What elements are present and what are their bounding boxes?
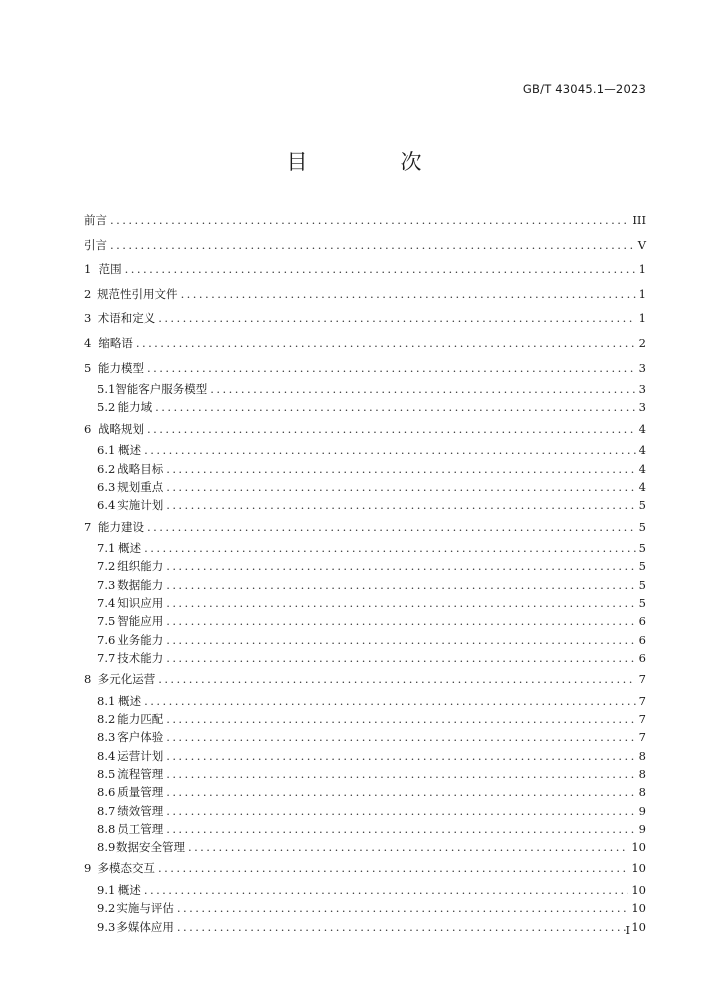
toc-entry[interactable]	[84, 515, 646, 540]
standard-code: GB/T 43045.1—2023	[522, 82, 646, 96]
toc-entry-label: 智能应用	[117, 614, 164, 629]
toc-entry-number: 7.1	[97, 541, 116, 556]
toc-leader-dots	[147, 515, 636, 540]
toc-entry-page: V	[637, 237, 646, 252]
toc-leader-dots	[166, 612, 635, 630]
toc-entry-label: 组织能力	[117, 559, 164, 574]
toc-entry-number: 7.7	[97, 650, 116, 665]
toc-leader-dots	[144, 881, 629, 899]
toc-entry[interactable]	[84, 282, 646, 307]
toc-entry-label: 能力匹配	[117, 712, 164, 727]
toc-entry-label: 数据安全管理	[115, 840, 185, 855]
toc-entry-label: 质量管理	[117, 785, 164, 800]
toc-leader-dots	[110, 233, 635, 258]
toc-entry-page: 8	[638, 766, 646, 781]
toc-entry[interactable]	[84, 594, 646, 612]
toc-entry-number: 8	[84, 672, 92, 687]
toc-entry-page: 10	[631, 919, 646, 934]
toc-entry-page: 5	[638, 596, 646, 611]
toc-entry-label: 技术能力	[117, 650, 164, 665]
toc-leader-dots	[188, 838, 628, 856]
toc-entry-label: 规范性引用文件	[97, 286, 178, 301]
toc-entry-number: 8.4	[97, 748, 116, 763]
toc-entry-number: 5.2	[97, 400, 116, 415]
toc-entry[interactable]	[84, 765, 646, 783]
toc-entry-page: 9	[638, 803, 646, 818]
toc-entry[interactable]	[84, 838, 646, 856]
toc-entry-page: 4	[638, 421, 646, 436]
toc-entry-number: 5.1	[97, 382, 116, 397]
toc-entry-label: 概述	[117, 883, 141, 898]
toc-entry-page: 7	[638, 672, 646, 687]
toc-entry[interactable]	[84, 856, 646, 881]
toc-entry-page: 5	[638, 541, 646, 556]
toc-leader-dots	[166, 460, 635, 478]
toc-entry-page: 3	[638, 382, 646, 397]
toc-entry-number: 9.1	[97, 883, 116, 898]
toc-entry-page: 6	[638, 614, 646, 629]
toc-leader-dots	[144, 539, 636, 557]
toc-entry[interactable]	[84, 460, 646, 478]
toc-entry[interactable]	[84, 649, 646, 667]
toc-entry-page: 10	[631, 883, 646, 898]
toc-leader-dots	[166, 747, 635, 765]
toc-entry-page: 3	[638, 360, 646, 375]
toc-entry-number: 1	[84, 262, 92, 277]
toc-entry-page: 10	[631, 901, 646, 916]
toc-leader-dots	[166, 710, 635, 728]
toc-entry[interactable]	[84, 233, 646, 258]
toc-entry-number: 8.8	[97, 821, 116, 836]
toc-entry-number: 3	[84, 311, 92, 326]
toc-leader-dots	[144, 441, 636, 459]
toc-entry-page: III	[632, 213, 646, 227]
toc-leader-dots	[125, 257, 636, 282]
toc-entry-number: 9.3	[97, 919, 116, 934]
toc-entry-number: 8.9	[97, 840, 116, 855]
toc-entry-page: 1	[638, 262, 646, 277]
toc-leader-dots	[155, 398, 636, 416]
toc-entry[interactable]	[84, 356, 646, 381]
toc-entry-page: 5	[638, 519, 646, 534]
toc-leader-dots	[147, 417, 636, 442]
toc-entry-label: 绩效管理	[117, 803, 164, 818]
toc-entry-number: 8.3	[97, 730, 116, 745]
toc-entry[interactable]	[84, 881, 646, 899]
toc-entry[interactable]	[84, 747, 646, 765]
toc-entry[interactable]	[84, 441, 646, 459]
toc-leader-dots	[177, 918, 628, 936]
toc-entry-number: 7	[84, 519, 92, 534]
toc-leader-dots	[166, 576, 635, 594]
toc-entry-label: 能力建设	[98, 519, 145, 534]
toc-entry[interactable]	[84, 306, 646, 331]
toc-leader-dots	[147, 356, 636, 381]
toc-entry-page: 8	[638, 748, 646, 763]
toc-entry[interactable]	[84, 783, 646, 801]
table-of-contents	[84, 208, 646, 936]
toc-entry-number: 9	[84, 861, 92, 876]
toc-entry-page: 7	[638, 712, 646, 727]
toc-leader-dots	[166, 594, 635, 612]
toc-entry-label: 范围	[98, 262, 122, 277]
toc-entry-number: 6.2	[97, 461, 116, 476]
toc-entry-label: 能力模型	[98, 360, 145, 375]
toc-leader-dots	[158, 306, 635, 331]
toc-entry-number: 5	[84, 360, 92, 375]
toc-entry-page: 9	[638, 821, 646, 836]
toc-entry-number: 8.7	[97, 803, 116, 818]
toc-entry[interactable]	[84, 208, 646, 233]
toc-leader-dots	[166, 649, 635, 667]
toc-entry-label: 多元化运营	[97, 672, 156, 687]
toc-entry-number: 4	[84, 335, 92, 350]
toc-entry-label: 运营计划	[117, 748, 164, 763]
toc-entry-label: 实施计划	[117, 498, 164, 513]
toc-leader-dots	[177, 899, 628, 917]
toc-entry-label: 实施与评估	[116, 901, 174, 916]
toc-entry-number: 6.1	[97, 443, 116, 458]
toc-entry-label: 概述	[118, 541, 142, 556]
toc-entry-label: 客户体验	[117, 730, 164, 745]
toc-entry-number: 8.5	[97, 766, 116, 781]
toc-leader-dots	[158, 856, 628, 881]
toc-entry[interactable]	[84, 667, 646, 692]
toc-entry-label: 数据能力	[117, 577, 164, 592]
toc-entry-number: 6	[84, 421, 92, 436]
toc-entry-label: 业务能力	[117, 632, 164, 647]
toc-entry-label: 概述	[118, 443, 142, 458]
toc-entry-label: 多媒体应用	[116, 919, 174, 934]
toc-entry-label: 缩略语	[98, 335, 133, 350]
toc-entry[interactable]	[84, 899, 646, 917]
toc-entry-label: 流程管理	[117, 766, 164, 781]
toc-leader-dots	[166, 631, 635, 649]
toc-entry-page: 1	[638, 286, 646, 301]
toc-entry-number: 7.4	[97, 596, 116, 611]
toc-entry[interactable]	[84, 631, 646, 649]
toc-leader-dots	[136, 331, 636, 356]
toc-leader-dots	[158, 667, 635, 692]
toc-entry-page: 4	[638, 461, 646, 476]
toc-entry[interactable]	[84, 257, 646, 282]
page-title: 目 次	[286, 150, 458, 174]
toc-entry[interactable]	[84, 557, 646, 575]
toc-entry-label: 知识应用	[117, 596, 164, 611]
toc-entry[interactable]	[84, 398, 646, 416]
toc-leader-dots	[181, 282, 636, 307]
toc-leader-dots	[166, 802, 635, 820]
toc-entry-label: 员工管理	[117, 821, 164, 836]
toc-entry[interactable]	[84, 918, 646, 936]
toc-entry-number: 2	[84, 286, 92, 301]
toc-entry-page: 5	[638, 577, 646, 592]
toc-entry-number: 6.3	[97, 479, 116, 494]
toc-entry-label: 战略规划	[98, 421, 145, 436]
toc-entry-label: 多模态交互	[97, 861, 155, 876]
toc-entry-page: 8	[638, 785, 646, 800]
toc-entry-page: 2	[638, 335, 646, 350]
toc-entry-label: 引言	[84, 237, 107, 252]
toc-entry-label: 规划重点	[117, 479, 164, 494]
toc-entry[interactable]	[84, 802, 646, 820]
toc-entry-number: 8.2	[97, 712, 116, 727]
toc-entry[interactable]	[84, 331, 646, 356]
toc-entry[interactable]	[84, 692, 646, 710]
toc-entry[interactable]	[84, 728, 646, 746]
toc-entry-number: 7.6	[97, 632, 116, 647]
toc-entry-label: 前言	[84, 213, 107, 227]
toc-leader-dots	[166, 728, 635, 746]
toc-entry[interactable]	[84, 576, 646, 594]
toc-entry-label: 概述	[118, 693, 142, 708]
toc-entry-number: 8.6	[97, 785, 116, 800]
toc-entry-page: 6	[638, 632, 646, 647]
toc-entry-label: 智能客户服务模型	[115, 382, 208, 397]
toc-entry-label: 战略目标	[117, 461, 164, 476]
toc-entry-page: 4	[638, 443, 646, 458]
toc-entry[interactable]	[84, 496, 646, 514]
toc-entry-page: 5	[638, 559, 646, 574]
toc-leader-dots	[166, 783, 635, 801]
toc-entry[interactable]	[84, 539, 646, 557]
toc-entry-page: 6	[638, 650, 646, 665]
toc-leader-dots	[110, 208, 629, 233]
toc-leader-dots	[144, 692, 636, 710]
toc-entry-page: 10	[631, 861, 646, 876]
toc-entry-page: 10	[631, 840, 646, 855]
toc-entry[interactable]	[84, 820, 646, 838]
toc-leader-dots	[166, 557, 635, 575]
toc-entry-label: 术语和定义	[97, 311, 156, 326]
toc-leader-dots	[166, 765, 635, 783]
toc-leader-dots	[166, 820, 635, 838]
toc-entry-page: 7	[638, 730, 646, 745]
toc-entry-number: 8.1	[97, 693, 116, 708]
toc-entry-page: 7	[638, 693, 646, 708]
toc-entry[interactable]	[84, 380, 646, 398]
toc-entry[interactable]	[84, 417, 646, 442]
toc-entry-page: 4	[638, 479, 646, 494]
toc-leader-dots	[166, 496, 635, 514]
page-number: I	[625, 923, 630, 937]
toc-entry-number: 9.2	[97, 901, 116, 916]
toc-entry[interactable]	[84, 478, 646, 496]
toc-entry-page: 5	[638, 498, 646, 513]
toc-entry-number: 6.4	[97, 498, 116, 513]
toc-entry-number: 7.3	[97, 577, 116, 592]
toc-entry-page: 3	[638, 400, 646, 415]
toc-entry-number: 7.5	[97, 614, 116, 629]
toc-leader-dots	[166, 478, 635, 496]
toc-entry[interactable]	[84, 612, 646, 630]
toc-entry[interactable]	[84, 710, 646, 728]
toc-leader-dots	[210, 380, 635, 398]
toc-entry-label: 能力域	[117, 400, 153, 415]
toc-entry-number: 7.2	[97, 559, 116, 574]
toc-entry-page: 1	[638, 311, 646, 326]
